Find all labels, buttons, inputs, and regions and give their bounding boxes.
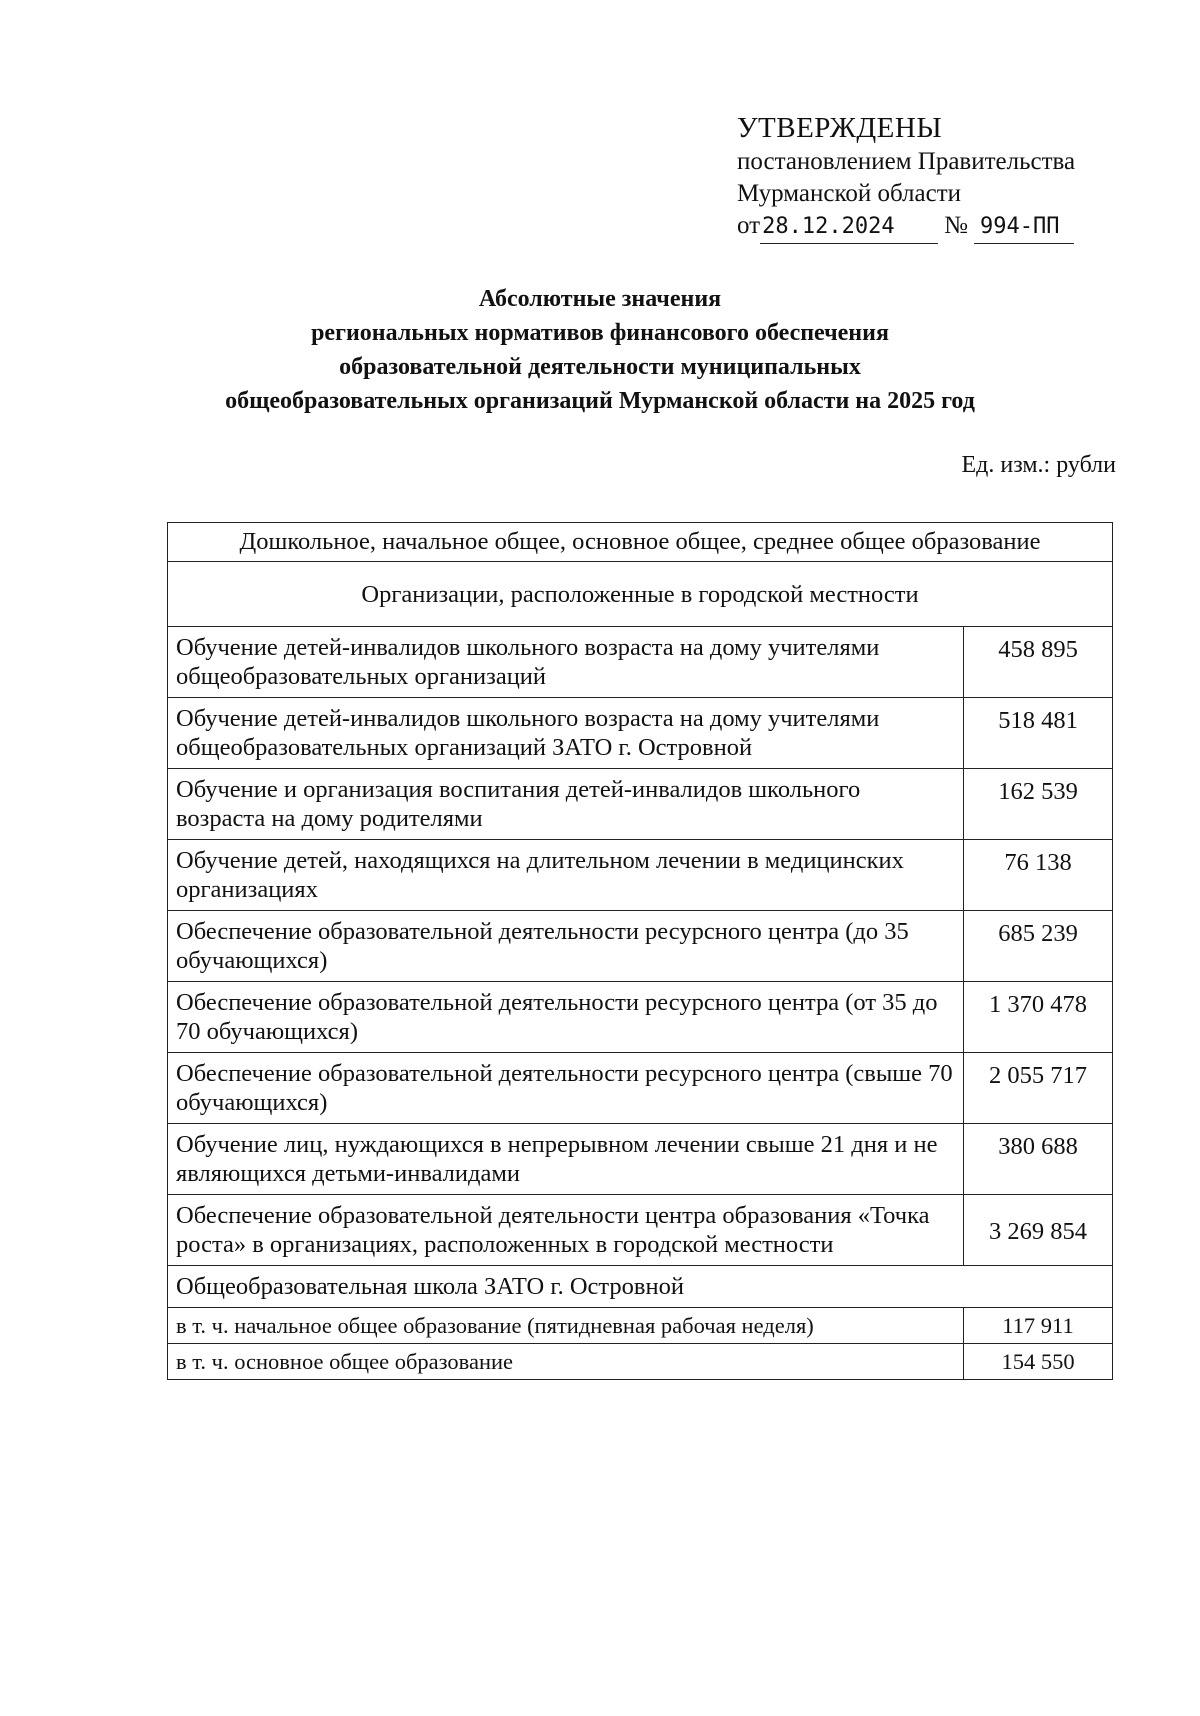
- row-value: 154 550: [964, 1344, 1113, 1380]
- table-row: [168, 982, 1113, 1053]
- row-label: Обучение и организация воспитания детей-инвалидов школьного возраста на дому родителями: [168, 769, 964, 840]
- row-label: Обучение детей, находящихся на длительном лечении в медицинских организациях: [168, 840, 964, 911]
- subsection-header: Организации, расположенные в городской местности: [168, 562, 1113, 627]
- row-label: Обеспечение образовательной деятельности ресурсного центра (свыше 70 обучающихся): [168, 1053, 964, 1124]
- table-row: [168, 840, 1113, 911]
- row-value: 2 055 717: [964, 1053, 1113, 1124]
- approval-heading: УТВЕРЖДЕНЫ: [737, 112, 943, 144]
- approval-date: 28.12.2024: [760, 211, 938, 244]
- unit-label: Ед. изм.: рубли: [961, 452, 1116, 478]
- table-row: [168, 769, 1113, 840]
- approval-number: 994-ПП: [974, 211, 1074, 244]
- title-line-1: Абсолютные значения: [478, 286, 722, 312]
- row-label: Обеспечение образовательной деятельности ресурсного центра (от 35 до 70 обучающихся): [168, 982, 964, 1053]
- document-title: [150, 282, 1050, 418]
- row-label: Обучение детей-инвалидов школьного возраста на дому учителями общеобразовательных организаций: [168, 627, 964, 698]
- table-row: [168, 1124, 1113, 1195]
- section-header: Дошкольное, начальное общее, основное общее, среднее общее образование: [168, 523, 1113, 562]
- title-line-3: образовательной деятельности муниципальных: [339, 354, 861, 380]
- approval-block: [737, 112, 1075, 244]
- table-row: [168, 1344, 1113, 1380]
- date-prefix: от: [737, 212, 761, 239]
- table-row: [168, 1308, 1113, 1344]
- table-row: [168, 1195, 1113, 1266]
- row-value: 3 269 854: [964, 1195, 1113, 1266]
- table-row: [168, 1053, 1113, 1124]
- row-label: Обучение лиц, нуждающихся в непрерывном лечении свыше 21 дня и не являющихся детьми-инвалидами: [168, 1124, 964, 1195]
- row-label: Обеспечение образовательной деятельности центра образования «Точка роста» в организациях, расположенных в городской местности: [168, 1195, 964, 1266]
- row-label: Обеспечение образовательной деятельности ресурсного центра (до 35 обучающихся): [168, 911, 964, 982]
- row-value: 76 138: [964, 840, 1113, 911]
- table-row: [168, 627, 1113, 698]
- title-line-2: региональных нормативов финансового обеспечения: [311, 320, 889, 346]
- norms-table: [167, 522, 1113, 1380]
- title-line-4: общеобразовательных организаций Мурманской области на 2025 год: [225, 388, 975, 414]
- row-value: 1 370 478: [964, 982, 1113, 1053]
- row-label: Обучение детей-инвалидов школьного возраста на дому учителями общеобразовательных организаций ЗАТО г. Островной: [168, 698, 964, 769]
- number-sign: №: [944, 212, 968, 239]
- approval-date-line: [737, 210, 1075, 244]
- table-row: [168, 698, 1113, 769]
- row-label: в т. ч. основное общее образование: [168, 1344, 964, 1380]
- approval-line-1: постановлением Правительства: [737, 148, 1076, 175]
- row-value: 518 481: [964, 698, 1113, 769]
- approval-line-2: Мурманской области: [737, 180, 962, 207]
- table-row: [168, 911, 1113, 982]
- row-value: 162 539: [964, 769, 1113, 840]
- row-value: 458 895: [964, 627, 1113, 698]
- row-value: 380 688: [964, 1124, 1113, 1195]
- row-value: 117 911: [964, 1308, 1113, 1344]
- row-value: 685 239: [964, 911, 1113, 982]
- school-header: Общеобразовательная школа ЗАТО г. Островной: [168, 1266, 1113, 1308]
- row-label: в т. ч. начальное общее образование (пятидневная рабочая неделя): [168, 1308, 964, 1344]
